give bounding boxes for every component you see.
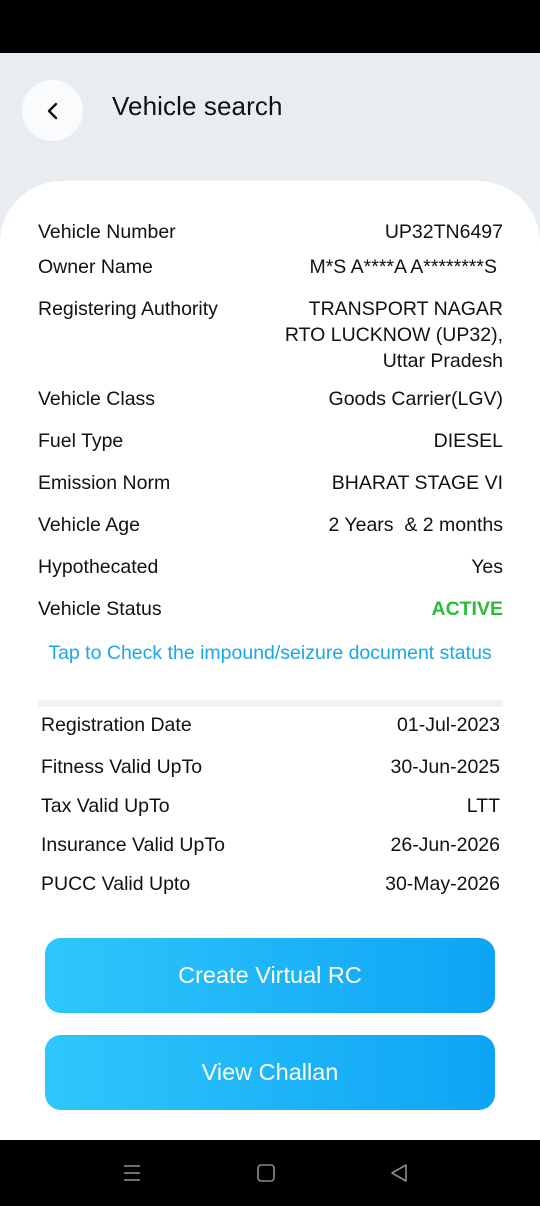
- detail-label: Vehicle Status: [38, 598, 162, 620]
- detail-value: DIESEL: [433, 430, 503, 452]
- detail-row-vehicle-number: [38, 219, 503, 245]
- validity-label: PUCC Valid Upto: [41, 873, 191, 895]
- view-challan-button[interactable]: View Challan: [45, 1035, 495, 1110]
- detail-value: UP32TN6497: [384, 221, 503, 243]
- chevron-left-icon: [42, 100, 64, 122]
- detail-value: M*S A****A A********S: [309, 256, 497, 278]
- impound-status-link[interactable]: Tap to Check the impound/seizure document status: [48, 642, 492, 664]
- validity-label: Fitness Valid UpTo: [41, 756, 203, 778]
- validity-row-tax: [41, 793, 500, 819]
- detail-row-registering-authority: [38, 296, 503, 374]
- recents-icon[interactable]: [121, 1162, 143, 1184]
- detail-value: TRANSPORT NAGAR RTO LUCKNOW (UP32), Uttar Pradesh: [284, 298, 503, 372]
- create-virtual-rc-button[interactable]: Create Virtual RC: [45, 938, 495, 1013]
- app-header: [0, 53, 540, 193]
- detail-row-vehicle-age: [38, 512, 503, 538]
- validity-row-registration-date: [41, 712, 500, 738]
- detail-value: Yes: [471, 556, 503, 578]
- detail-label: Registering Authority: [38, 298, 218, 320]
- detail-label: Emission Norm: [38, 472, 171, 494]
- status-badge: ACTIVE: [431, 598, 503, 620]
- detail-row-fuel-type: [38, 428, 503, 454]
- detail-label: Owner Name: [38, 256, 153, 278]
- back-button[interactable]: [22, 80, 83, 141]
- detail-row-vehicle-class: [38, 386, 503, 412]
- validity-value: 30-May-2026: [385, 873, 500, 895]
- validity-row-insurance: [41, 832, 500, 858]
- system-nav-bar: [0, 1140, 540, 1206]
- detail-label: Fuel Type: [38, 430, 124, 452]
- section-divider: [38, 700, 503, 707]
- detail-value: Goods Carrier(LGV): [328, 388, 503, 410]
- validity-value: 30-Jun-2025: [390, 756, 500, 778]
- validity-row-pucc: [41, 871, 500, 897]
- back-triangle-icon[interactable]: [388, 1162, 410, 1184]
- detail-label: Vehicle Number: [38, 221, 176, 243]
- validity-value: LTT: [466, 795, 500, 817]
- detail-label: Vehicle Age: [38, 514, 140, 536]
- validity-value: 26-Jun-2026: [390, 834, 500, 856]
- home-icon[interactable]: [255, 1162, 277, 1184]
- validity-row-fitness: [41, 754, 500, 780]
- detail-row-owner-name: [38, 254, 503, 280]
- detail-label: Vehicle Class: [38, 388, 156, 410]
- validity-value: 01-Jul-2023: [397, 714, 500, 736]
- detail-row-emission-norm: [38, 470, 503, 496]
- validity-label: Insurance Valid UpTo: [41, 834, 225, 856]
- detail-row-vehicle-status: [38, 596, 503, 622]
- detail-value: BHARAT STAGE VI: [331, 472, 503, 494]
- detail-value: 2 Years & 2 months: [328, 514, 503, 536]
- detail-row-hypothecated: [38, 554, 503, 580]
- detail-label: Hypothecated: [38, 556, 159, 578]
- validity-label: Tax Valid UpTo: [41, 795, 170, 817]
- status-bar: [0, 0, 540, 53]
- validity-label: Registration Date: [41, 714, 192, 736]
- page-title: Vehicle search: [112, 91, 283, 121]
